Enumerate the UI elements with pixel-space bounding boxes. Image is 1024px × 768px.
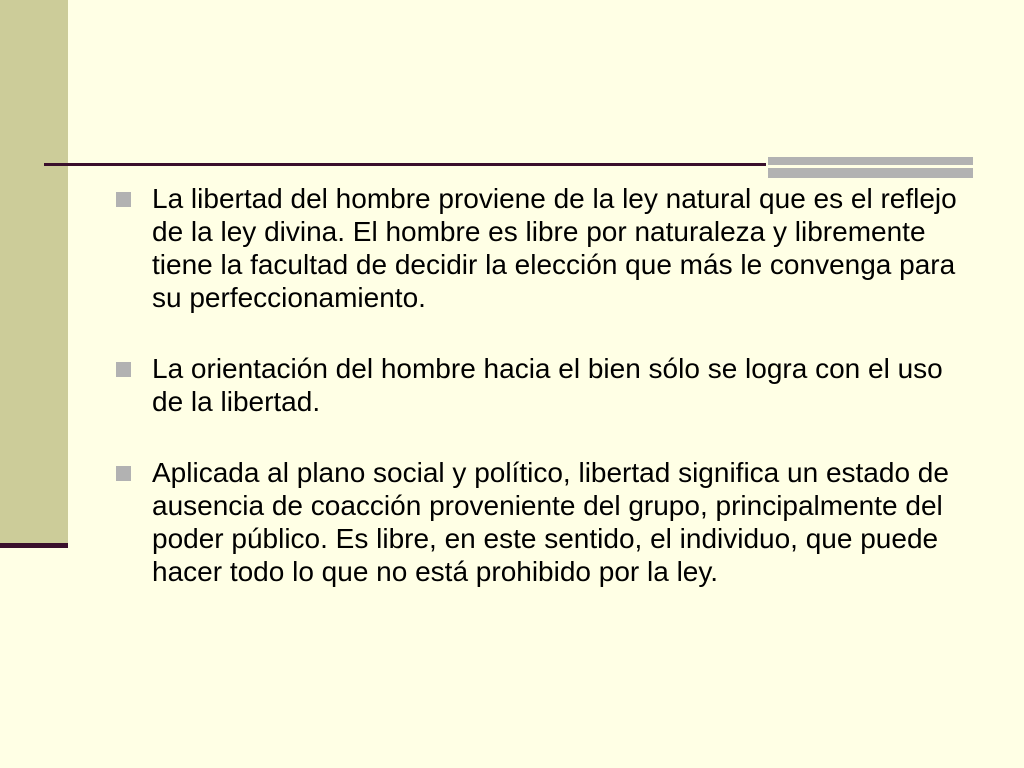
square-bullet-icon [116,362,131,377]
side-decoration-bar [0,0,68,545]
square-bullet-icon [116,466,131,481]
bullet-text: La orientación del hombre hacia el bien sólo se logra con el uso de la libertad. [152,353,943,417]
bullet-item [112,456,962,588]
bullet-text: La libertad del hombre proviene de la ley natural que es el reflejo de la ley divina. El hombre es libre por naturaleza y libremente tiene la facultad de decidir la elección que más le convenga para su perfeccionamiento. [152,183,957,313]
slide-body [112,182,962,626]
bullet-item [112,182,962,314]
accent-bar-top [768,157,973,165]
bullet-text: Aplicada al plano social y político, libertad significa un estado de ausencia de coacción proveniente del grupo, principalmente del poder público. Es libre, en este sentido, el individuo, que puede hacer todo lo que no está prohibido por la ley. [152,457,949,587]
side-bar-underline [0,543,68,548]
bullet-item [112,352,962,418]
accent-bar-bottom [768,168,973,178]
bullet-list [112,182,962,588]
title-divider-line [44,163,766,166]
square-bullet-icon [116,192,131,207]
